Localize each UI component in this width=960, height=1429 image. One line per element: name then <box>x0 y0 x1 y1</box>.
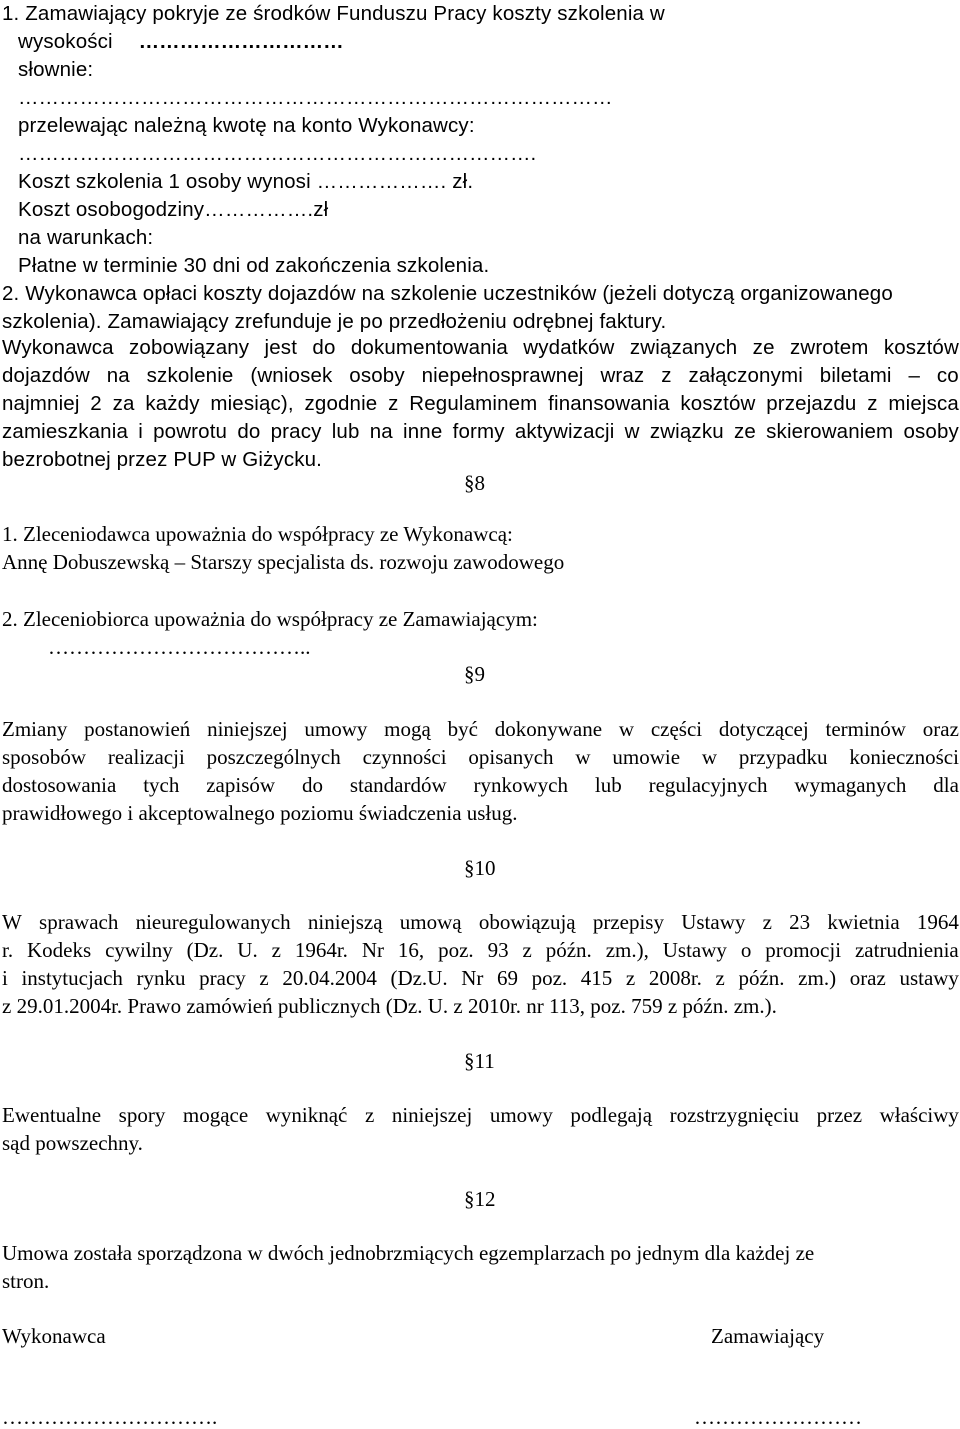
contractor-signature-label: Wykonawca <box>2 1324 106 1348</box>
authorized-person-line: Annę Dobuszewską – Starszy specjalista ds. rozwoju zawodowego <box>2 550 565 574</box>
client-signature-blank: …………………… <box>694 1405 862 1429</box>
payment-term-line: Płatne w terminie 30 dni od zakończenia szkolenia. <box>18 254 490 277</box>
applicable-law-line: z 29.01.2004r. Prawo zamówień publicznych (Dz. U. z 2010r. nr 113, poz. 759 z późn. zm.). <box>2 994 777 1018</box>
section-12-heading: §12 <box>464 1187 496 1211</box>
amount-in-words-blank: …………………………………………………………………………… <box>18 86 613 109</box>
payment-clause-line: 1. Zamawiający pokryje ze środków Funduszu Pracy koszty szkolenia w <box>2 2 665 25</box>
travel-documentation-line: Wykonawca zobowiązany jest do dokumentowania wydatków związanych ze zwrotem kosztów <box>2 336 959 359</box>
amendments-line: sposobów realizacji poszczególnych czynności opisanych w umowie w przypadku konieczności <box>2 745 959 769</box>
amendments-line: prawidłowego i akceptowalnego poziomu świadczenia usług. <box>2 801 518 825</box>
client-authorization-line: 2. Zleceniobiorca upoważnia do współpracy ze Zamawiającym: <box>2 607 538 631</box>
applicable-law-line: i instytucjach rynku pracy z 20.04.2004 (Dz.U. Nr 69 poz. 415 z 2008r. z późn. zm.) oraz ustawy <box>2 966 959 990</box>
copies-line: Umowa została sporządzona w dwóch jednobrzmiących egzemplarzach po jednym dla każdej ze <box>2 1241 815 1265</box>
amount-in-words-label: słownie: <box>18 58 94 81</box>
section-8-heading: §8 <box>464 471 485 495</box>
travel-documentation-line: bezrobotnej przez PUP w Giżycku. <box>2 448 323 471</box>
client-representative-blank: ……………………………….. <box>48 635 311 659</box>
travel-documentation-line: najmniej 2 za każdy miesiąc), zgodnie z Regulaminem finansowania kosztów przejazdu z miejsca <box>2 392 959 415</box>
section-10-heading: §10 <box>464 856 496 880</box>
travel-documentation-line: zamieszkania i powrotu do pracy lub na inne formy aktywizacji w związku ze skierowaniem osoby <box>2 420 959 443</box>
account-blank: …………………………………………………………………. <box>18 142 537 165</box>
travel-refund-line: szkolenia). Zamawiający zrefunduje je po przedłożeniu odrębnej faktury. <box>2 310 667 333</box>
amount-label: wysokości <box>18 30 113 53</box>
disputes-line: Ewentualne spory mogące wyniknąć z niniejszej umowy podlegają rozstrzygnięciu przez właściwy <box>2 1103 959 1127</box>
cost-per-person-line: Koszt szkolenia 1 osoby wynosi ………………. zł. <box>18 170 474 193</box>
client-signature-label: Zamawiający <box>711 1324 825 1348</box>
transfer-line: przelewając należną kwotę na konto Wykonawcy: <box>18 114 475 137</box>
applicable-law-line: r. Kodeks cywilny (Dz. U. z 1964r. Nr 16, poz. 93 z późn. zm.), Ustawy o promocji zatrudnienia <box>2 938 959 962</box>
section-9-heading: §9 <box>464 662 485 686</box>
disputes-line: sąd powszechny. <box>2 1131 143 1155</box>
amendments-line: dostosowania tych zapisów do standardów rynkowych lub regulacyjnych wymaganych dla <box>2 773 959 797</box>
contractor-authorization-line: 1. Zleceniodawca upoważnia do współpracy ze Wykonawcą: <box>2 522 513 546</box>
conditions-label: na warunkach: <box>18 226 154 249</box>
travel-documentation-line: dojazdów na szkolenie (wniosek osoby niepełnosprawnej wraz z załączonymi biletami – co <box>2 364 959 387</box>
amount-blank: ………………………… <box>138 30 344 53</box>
travel-costs-line: 2. Wykonawca opłaci koszty dojazdów na szkolenie uczestników (jeżeli dotyczą organizowanego <box>2 282 893 305</box>
contractor-signature-blank: …………………………. <box>2 1405 218 1429</box>
applicable-law-line: W sprawach nieuregulowanych niniejszą umową obowiązują przepisy Ustawy z 23 kwietnia 1964 <box>2 910 959 934</box>
section-11-heading: §11 <box>464 1049 495 1073</box>
amount-line <box>18 32 344 53</box>
amendments-line: Zmiany postanowień niniejszej umowy mogą być dokonywane w części dotyczącej terminów oraz <box>2 717 959 741</box>
copies-line: stron. <box>2 1269 50 1293</box>
cost-per-hour-line: Koszt osobogodziny…………….zł <box>18 198 329 221</box>
